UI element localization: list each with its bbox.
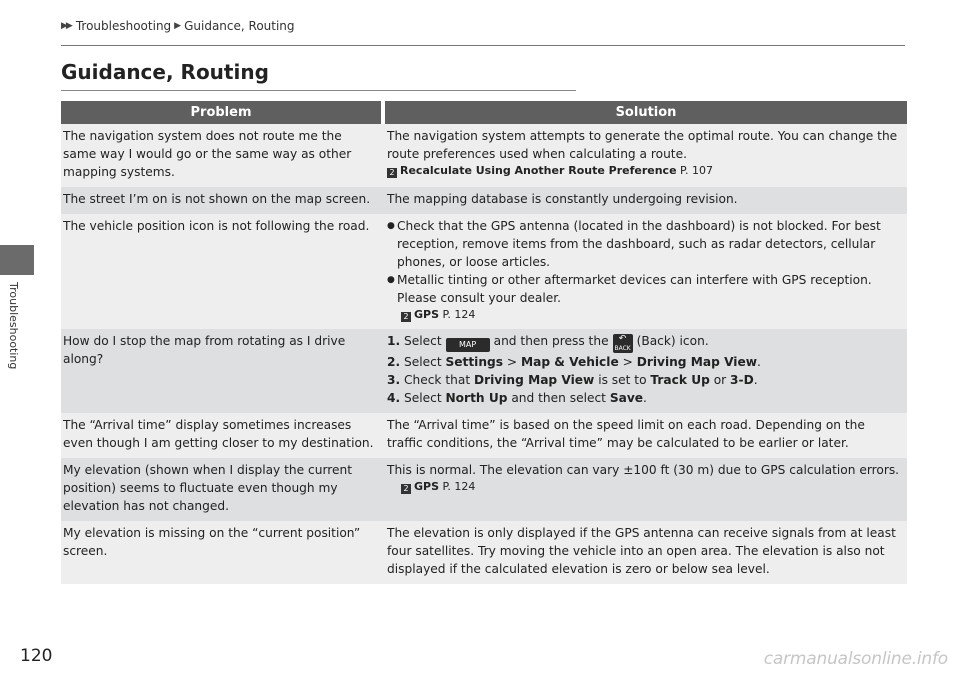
breadcrumb-item[interactable]: Troubleshooting [75,19,172,33]
column-header-solution: Solution [385,101,907,124]
table-row [61,187,907,214]
table-row [61,124,907,187]
breadcrumb [61,19,295,33]
title-divider [61,90,576,91]
page-title: Guidance, Routing [61,60,269,84]
section-side-label: Troubleshooting [7,282,20,370]
solution-cell: This is normal. The elevation can vary ±100 ft (30 m) due to GPS calculation errors. 2 GPS P. 124 [385,458,907,521]
problem-cell: The vehicle position icon is not following the road. [61,214,385,329]
reference-arrow-icon: 2 [387,168,397,178]
column-header-problem: Problem [61,101,385,124]
step-item: 2. Select Settings > Map & Vehicle > Driving Map View. [387,355,761,369]
troubleshooting-table [61,101,907,584]
problem-cell: My elevation (shown when I display the current position) seems to fluctuate even though my elevation has not changed. [61,458,385,521]
breadcrumb-arrow-icon: ▶ [174,21,180,31]
problem-cell: My elevation is missing on the “current position” screen. [61,521,385,584]
table-row [61,458,907,521]
problem-cell: The “Arrival time” display sometimes increases even though I am getting closer to my destination. [61,413,385,458]
reference-arrow-icon: 2 [401,484,411,494]
bullet-item: ● Metallic tinting or other aftermarket devices can interfere with GPS reception. Please consult your dealer. [387,271,903,307]
step-item: 1. Select MAP and then press the ↶ BACK(Back) icon. [387,334,709,352]
solution-cell: The elevation is only displayed if the GPS antenna can receive signals from at least four satellites. Try moving the vehicle into an open area. The elevation is also not displayed if the calculated elevation is zero or below sea level. [385,521,907,584]
bullet-item: ● Check that the GPS antenna (located in the dashboard) is not blocked. For best reception, remove items from the dashboard, such as radar detectors, cellular phones, or loose articles. [387,217,903,271]
header-divider [61,45,905,46]
breadcrumb-item[interactable]: Guidance, Routing [184,19,295,33]
table-row [61,214,907,329]
table-row [61,329,907,413]
reference-arrow-icon: 2 [401,312,411,322]
problem-cell: How do I stop the map from rotating as I drive along? [61,329,385,413]
back-icon: ↶ BACK [614,334,631,352]
page-number: 120 [20,646,53,666]
solution-cell [385,329,907,413]
page-reference[interactable]: 2 GPS P. 124 [387,479,903,495]
breadcrumb-arrow-icon: ▶▶ [61,21,71,31]
table-row [61,521,907,584]
table-row [61,413,907,458]
solution-cell [385,214,907,329]
watermark: carmanualsonline.info [763,649,948,669]
problem-cell: The navigation system does not route me the same way I would go or the same way as other mapping systems. [61,124,385,187]
solution-cell: The navigation system attempts to generate the optimal route. You can change the route preferences used when calculating a route. 2 Recalculate Using Another Route Preference P. 107 [385,124,907,187]
step-item: 3. Check that Driving Map View is set to Track Up or 3-D. [387,373,758,387]
map-button-icon: MAP [446,338,490,352]
solution-cell: The mapping database is constantly undergoing revision. [385,187,907,214]
solution-cell: The “Arrival time” is based on the speed limit on each road. Depending on the traffic conditions, the “Arrival time” may be calculated to be earlier or later. [385,413,907,458]
section-tab [0,245,34,275]
problem-cell: The street I’m on is not shown on the map screen. [61,187,385,214]
page-reference[interactable]: 2 Recalculate Using Another Route Preference P. 107 [387,163,903,179]
step-item: 4. Select North Up and then select Save. [387,391,647,405]
page-reference[interactable]: 2 GPS P. 124 [387,307,903,323]
